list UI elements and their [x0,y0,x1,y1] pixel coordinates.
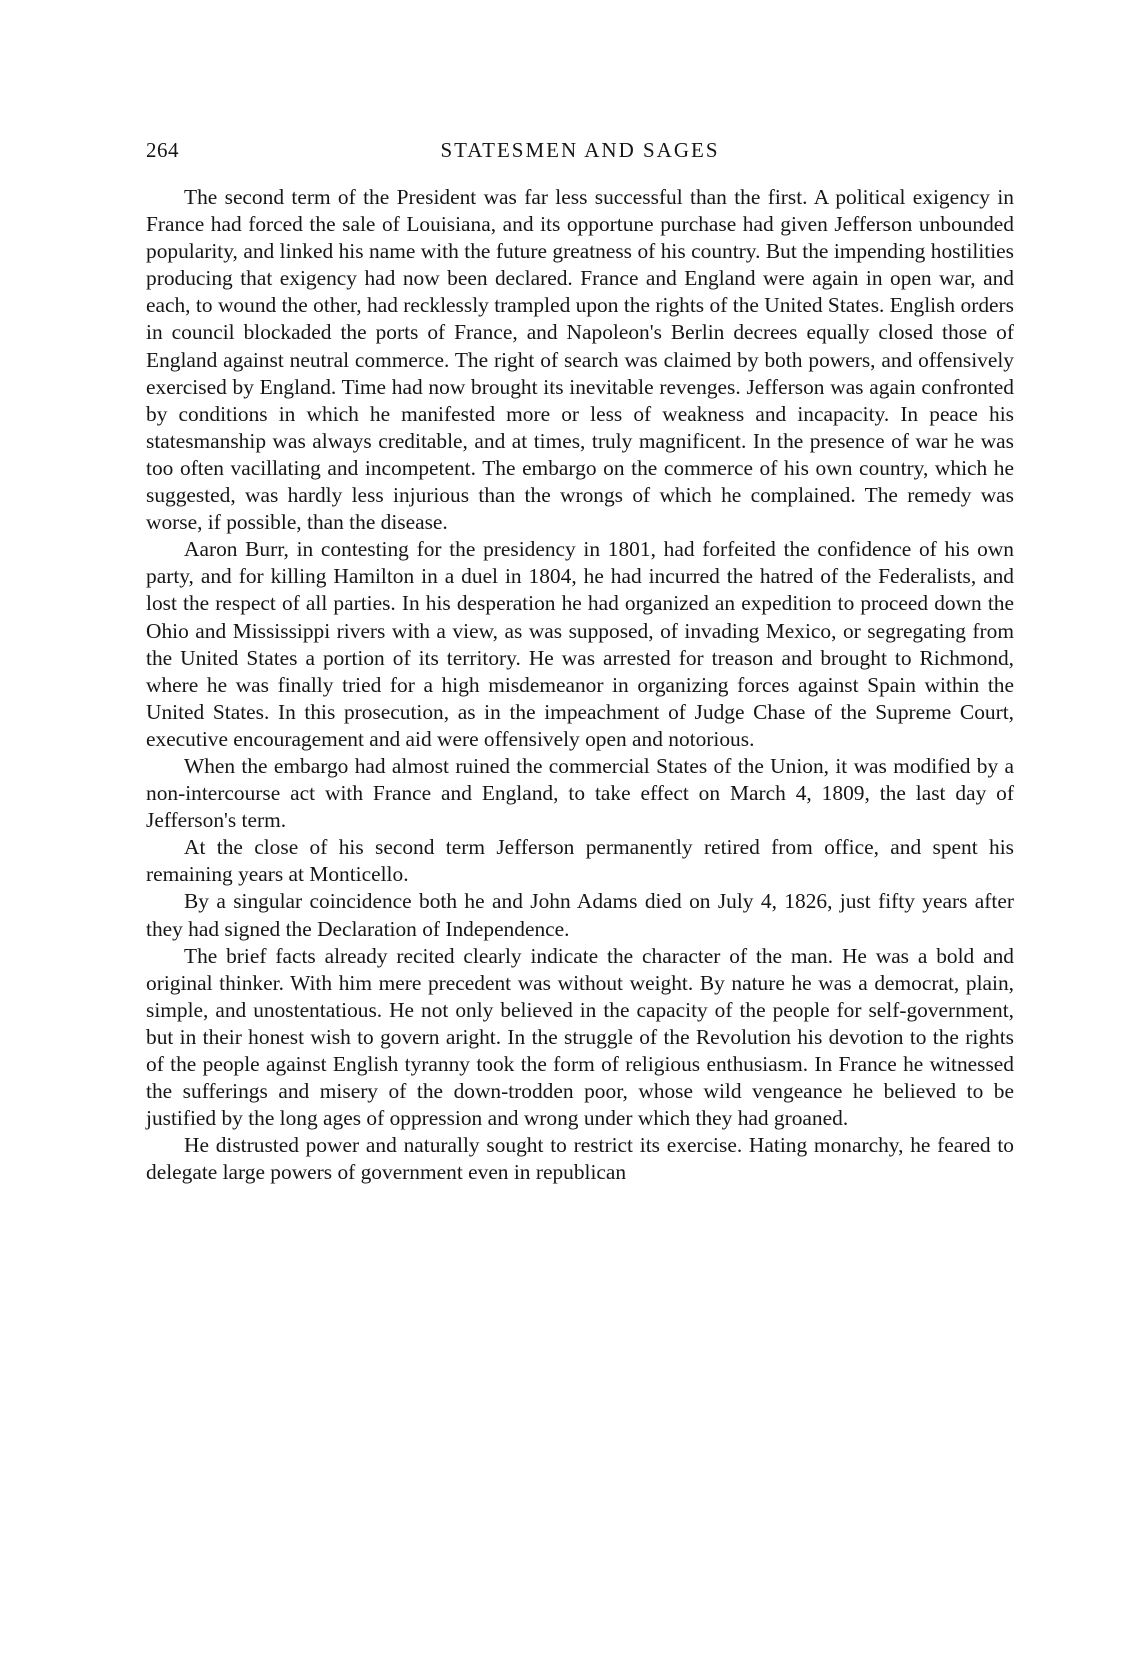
body-text [146,184,1014,1186]
paragraph-retirement: At the close of his second term Jefferson permanently retired from office, and spent his remaining years at Monticello. [146,835,1014,887]
paragraph-second-term: The second term of the President was far less successful than the first. A political exigency in France had forced the sale of Louisiana, and its opportune purchase had given Jefferson unbounded popularity, and linked his name with the future greatness of his country. But the impending hostilities producing that exigency had now been declared. France and England were again in open war, and each, to wound the other, had recklessly trampled upon the rights of the United States. English orders in council blockaded the ports of France, and Napoleon's Berlin decrees equally closed those of England against neutral commerce. The right of search was claimed by both powers, and offensively exercised by England. Time had now brought its inevitable revenges. Jefferson was again confronted by conditions in which he manifested more or less of weakness and incapacity. In peace his statesmanship was always creditable, and at times, truly magnificent. In the presence of war he was too often vacillating and incompetent. The embargo on the commerce of his own country, which he suggested, was hardly less injurious than the wrongs of which he complained. The remedy was worse, if possible, than the disease. [146,185,1014,535]
book-page [146,138,1014,1186]
paragraph-aaron-burr: Aaron Burr, in contesting for the presidency in 1801, had forfeited the confidence of his own party, and for killing Hamilton in a duel in 1804, he had incurred the hatred of the Federalists, and lost the respect of all parties. In his desperation he had organized an expedition to proceed down the Ohio and Mississippi rivers with a view, as was supposed, of invading Mexico, or segregating from the United States a portion of its territory. He was arrested for treason and brought to Richmond, where he was finally tried for a high misdemeanor in organizing forces against Spain within the United States. In this prosecution, as in the impeachment of Judge Chase of the Supreme Court, executive encouragement and aid were offensively open and notorious. [146,537,1014,751]
page-number: 264 [146,138,179,162]
paragraph-coincidence: By a singular coincidence both he and John Adams died on July 4, 1826, just fifty years after they had signed the Declaration of Independence. [146,889,1014,941]
paragraph-distrusted-power: He distrusted power and naturally sought to restrict its exercise. Hating monarchy, he feared to delegate large powers of government even in republican [146,1133,1014,1185]
paragraph-character: The brief facts already recited clearly indicate the character of the man. He was a bold and original thinker. With him mere precedent was without weight. By nature he was a democrat, plain, simple, and unostentatious. He not only believed in the capacity of the people for self-government, but in their honest wish to govern aright. In the struggle of the Revolution his devotion to the rights of the people against English tyranny took the form of religious enthusiasm. In France he witnessed the sufferings and misery of the down-trodden poor, whose wild vengeance he believed to be justified by the long ages of oppression and wrong under which they had groaned. [146,943,1014,1131]
running-head [146,138,1014,166]
paragraph-embargo: When the embargo had almost ruined the commercial States of the Union, it was modified by a non-intercourse act with France and England, to take effect on March 4, 1809, the last day of Jefferson's term. [146,753,1014,833]
running-title: STATESMEN AND SAGES [440,138,720,162]
